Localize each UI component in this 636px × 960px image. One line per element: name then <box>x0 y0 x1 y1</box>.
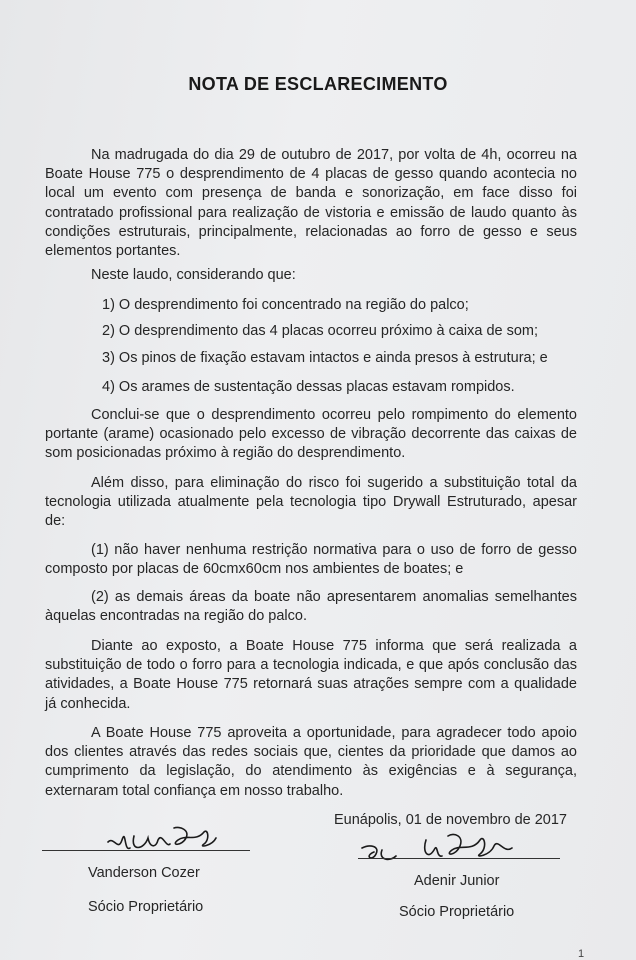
page-number: 1 <box>578 948 585 960</box>
signature-scribble-left <box>100 818 240 858</box>
finding-item-2: 2) O desprendimento das 4 placas ocorreu próximo à caixa de som; <box>102 323 539 339</box>
document-title: NOTA DE ESCLARECIMENTO <box>188 74 448 94</box>
signature-scribble-right <box>356 826 526 872</box>
finding-item-4: 4) Os arames de sustentação dessas placas estavam rompidos. <box>102 379 515 395</box>
paragraph-thanks: A Boate House 775 aproveita a oportunidade, para agradecer todo apoio dos clientes através das redes sociais que, cientes da prioridade que damos ao cumprimento da legislação, do atendimento às exigências e à segurança, externaram total confiança em nosso trabalho. <box>45 725 577 799</box>
paragraph-intro: Na madrugada do dia 29 de outubro de 2017, por volta de 4h, ocorreu na Boate House 775 o desprendimento de 4 placas de gesso quando acontecia no local um evento com presença de banda e sonorização, em face disso foi contratado profissional para realização de vistoria e emissão de laudo quanto às condições estruturais, principalmente, relacionadas ao forro de gesso e seus elementos portantes. <box>45 147 577 260</box>
signatory-name-right: Adenir Junior <box>414 873 500 889</box>
signatory-name-left: Vanderson Cozer <box>88 865 200 881</box>
paragraph-decision: Diante ao exposto, a Boate House 775 informa que será realizada a substituição de todo o forro para a tecnologia indicada, e que após conclusão das atividades, a Boate House 775 retornará suas atrações sempre com a qualidade já conhecida. <box>45 638 577 712</box>
caveat-item-1: (1) não haver nenhuma restrição normativa para o uso de forro de gesso composto por placas de 60cmx60cm nos ambientes de boates; e <box>45 542 577 578</box>
paragraph-considering: Neste laudo, considerando que: <box>91 267 296 283</box>
signature-line-right <box>358 858 560 859</box>
finding-item-1: 1) O desprendimento foi concentrado na região do palco; <box>102 297 469 313</box>
signatory-role-right: Sócio Proprietário <box>399 904 515 920</box>
signatory-role-left: Sócio Proprietário <box>88 899 204 915</box>
paragraph-recommendation: Além disso, para eliminação do risco foi sugerido a substituição total da tecnologia utilizada atualmente pela tecnologia tipo Drywall Estruturado, apesar de: <box>45 475 577 530</box>
finding-item-3: 3) Os pinos de fixação estavam intactos e ainda presos à estrutura; e <box>102 350 548 366</box>
caveat-item-2: (2) as demais áreas da boate não apresentarem anomalias semelhantes àquelas encontradas na região do palco. <box>45 589 577 625</box>
place-date: Eunápolis, 01 de novembro de 2017 <box>334 812 567 828</box>
signature-line-left <box>42 850 250 851</box>
paragraph-conclusion: Conclui-se que o desprendimento ocorreu pelo rompimento do elemento portante (arame) ocasionado pelo excesso de vibração decorrente das caixas de som posicionadas próximo à região do desprendimento. <box>45 407 577 462</box>
